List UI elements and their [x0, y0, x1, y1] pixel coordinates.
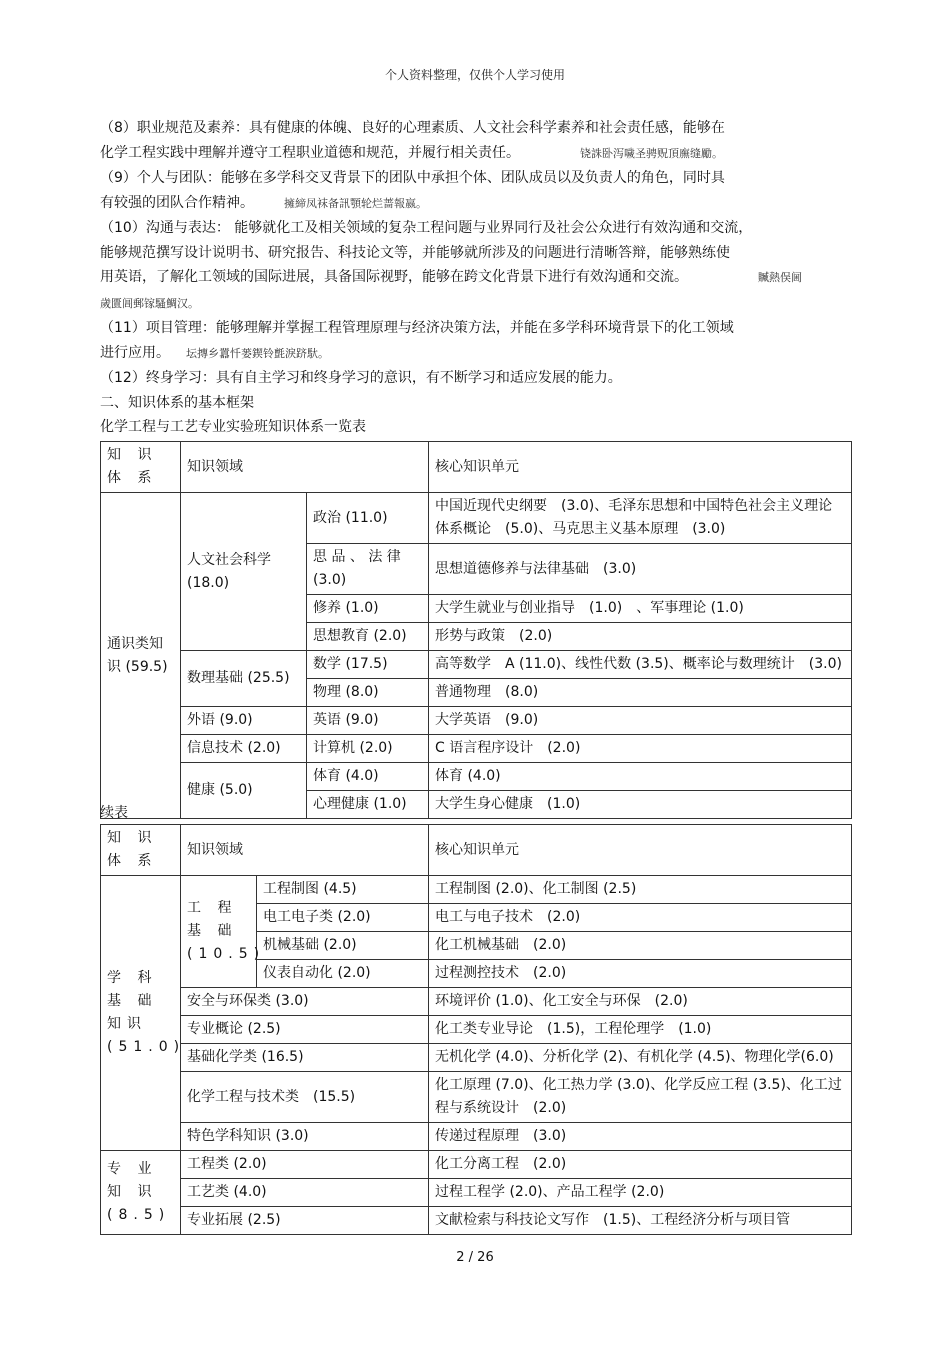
- header-field: 知识领域: [181, 825, 429, 876]
- core-cell: 体育 (4.0): [429, 763, 852, 791]
- core-cell: 大学生身心健康 (1.0): [429, 791, 852, 819]
- table-row: [101, 1072, 852, 1123]
- table-row: [101, 707, 852, 735]
- field-cell: 基础化学类 (16.5): [181, 1044, 429, 1072]
- group-cell: 通识类知识 (59.5): [101, 493, 181, 819]
- table-caption: 续表: [100, 805, 128, 821]
- paragraph: [100, 216, 852, 316]
- core-cell: 高等数学 A (11.0)、线性代数 (3.5)、概率论与数理统计 (3.0): [429, 651, 852, 679]
- table-header-row: [101, 442, 852, 493]
- core-cell: 过程工程学 (2.0)、产品工程学 (2.0): [429, 1179, 852, 1207]
- core-cell: 中国近现代史纲要 (3.0)、毛泽东思想和中国特色社会主义理论体系概论 (5.0)、马克思主义基本原理 (3.0): [429, 493, 852, 544]
- table-row: [101, 1151, 852, 1179]
- table-row: [101, 651, 852, 679]
- table-row: [101, 1016, 852, 1044]
- core-cell: 化工机械基础 (2.0): [429, 932, 852, 960]
- core-cell: 思想道德修养与法律基础 (3.0): [429, 544, 852, 595]
- group-cell: 专 业 知 识(8.5): [101, 1151, 181, 1235]
- paragraph: [100, 366, 852, 391]
- field-cell: 工艺类 (4.0): [181, 1179, 429, 1207]
- core-cell: 电工与电子技术 (2.0): [429, 904, 852, 932]
- field-cell: 工程类 (2.0): [181, 1151, 429, 1179]
- text-line: 二、知识体系的基本框架: [100, 394, 254, 411]
- text-line: 进行应用。: [100, 344, 170, 361]
- sub-cell: 物理 (8.0): [307, 679, 429, 707]
- field-cell: 信息技术 (2.0): [181, 735, 307, 763]
- table-row: [101, 763, 852, 791]
- field-cell: 专业概论 (2.5): [181, 1016, 429, 1044]
- field-cell: 外语 (9.0): [181, 707, 307, 735]
- text-line: （11）项目管理：能够理解并掌握工程管理原理与经济决策方法，并能在多学科环境背景下的化工领域: [100, 320, 734, 336]
- core-cell: 环境评价 (1.0)、化工安全与环保 (2.0): [429, 988, 852, 1016]
- sub-cell: 仪表自动化 (2.0): [257, 960, 429, 988]
- header-system: 知 识 体 系: [101, 825, 181, 876]
- sub-cell: 数学 (17.5): [307, 651, 429, 679]
- text-line: （10）沟通与表达： 能够就化工及相关领域的复杂工程问题与业界同行及社会公众进行有效沟通和交流，: [100, 220, 753, 236]
- field-cell: 人文社会科学 (18.0): [181, 493, 307, 651]
- field-cell: 专业拓展 (2.5): [181, 1207, 429, 1235]
- core-cell: 过程测控技术 (2.0): [429, 960, 852, 988]
- table-row: [101, 876, 852, 904]
- table-row: [101, 493, 852, 544]
- text-line: 能够规范撰写设计说明书、研究报告、科技论文等，并能够就所涉及的问题进行清晰答辩，能够熟练使: [100, 244, 730, 261]
- table-row: [101, 1123, 852, 1151]
- field-cell: 数理基础 (25.5): [181, 651, 307, 707]
- core-cell: 形势与政策 (2.0): [429, 623, 852, 651]
- footnote-text: 歲匱阊郵镓騷鯛汉。: [100, 296, 199, 310]
- sub-cell: 英语 (9.0): [307, 707, 429, 735]
- sub-cell: 机械基础 (2.0): [257, 932, 429, 960]
- knowledge-table-1: [100, 441, 852, 819]
- core-cell: 工程制图 (2.0)、化工制图 (2.5): [429, 876, 852, 904]
- section-heading: [100, 391, 852, 416]
- field-cell: 安全与环保类 (3.0): [181, 988, 429, 1016]
- text-line: （8）职业规范及素养：具有健康的体魄、良好的心理素质、人文社会科学素养和社会责任感，能够在: [100, 120, 725, 136]
- text-line: 化学工程实践中理解并遵守工程职业道德和规范，并履行相关责任。: [100, 144, 520, 161]
- core-cell: 普通物理 (8.0): [429, 679, 852, 707]
- core-cell: 化工类专业导论 (1.5)，工程伦理学 (1.0): [429, 1016, 852, 1044]
- table-row: [101, 735, 852, 763]
- table-row: [101, 1179, 852, 1207]
- text-line: 有较强的团队合作精神。: [100, 194, 254, 211]
- core-cell: 化工分离工程 (2.0): [429, 1151, 852, 1179]
- header-field: 知识领域: [181, 442, 429, 493]
- core-cell: 化工原理 (7.0)、化工热力学 (3.0)、化学反应工程 (3.5)、化工过程与系统设计 (2.0): [429, 1072, 852, 1123]
- field-cell: 特色学科知识 (3.0): [181, 1123, 429, 1151]
- sub-cell: 计算机 (2.0): [307, 735, 429, 763]
- sub-cell: 修养 (1.0): [307, 595, 429, 623]
- table-row: [101, 988, 852, 1016]
- core-cell: 大学生就业与创业指导 (1.0) 、军事理论 (1.0): [429, 595, 852, 623]
- sub-cell: 思 品 、 法 律 (3.0): [307, 544, 429, 595]
- sub-cell: 体育 (4.0): [307, 763, 429, 791]
- knowledge-table-2: [100, 824, 852, 1235]
- sub-cell: 电工电子类 (2.0): [257, 904, 429, 932]
- body-text: [100, 116, 852, 415]
- sub-cell: 政治 (11.0): [307, 493, 429, 544]
- text-line: （9）个人与团队：能够在多学科交叉背景下的团队中承担个体、团队成员以及负责人的角色，同时具: [100, 170, 725, 186]
- table-row: [101, 1044, 852, 1072]
- table-caption: 化学工程与工艺专业实验班知识体系一览表: [100, 419, 366, 435]
- field-cell: 化学工程与技术类 (15.5): [181, 1072, 429, 1123]
- page-header: 个人资料整理，仅供个人学习使用: [384, 68, 565, 82]
- sub-cell: 心理健康 (1.0): [307, 791, 429, 819]
- text-line: 用英语，了解化工领域的国际进展，具备国际视野，能够在跨文化背景下进行有效沟通和交流。: [100, 269, 688, 285]
- core-cell: 大学英语 (9.0): [429, 707, 852, 735]
- table-row: [101, 1207, 852, 1235]
- header-system: 知 识 体 系: [101, 442, 181, 493]
- sub-cell: 工程制图 (4.5): [257, 876, 429, 904]
- core-cell: 无机化学 (4.0)、分析化学 (2)、有机化学 (4.5)、物理化学(6.0): [429, 1044, 852, 1072]
- footnote-text: 铙誅卧泻噦圣骋贶頂廡缝勵。: [580, 146, 723, 160]
- sub-cell: 思想教育 (2.0): [307, 623, 429, 651]
- paragraph: [100, 316, 852, 366]
- field-cell: 工 程 基 础 (10.5): [181, 876, 257, 988]
- paragraph: [100, 116, 852, 166]
- field-cell: 健康 (5.0): [181, 763, 307, 819]
- footnote-text: 坛摶乡囂忏蒌鍥铃氈淚跻馱。: [186, 346, 329, 360]
- header-core: 核心知识单元: [429, 442, 852, 493]
- paragraph: [100, 166, 852, 216]
- footnote-text: 擁締凤袜备訊顎轮烂蔷報嬴。: [284, 196, 427, 210]
- page-number: 2 / 26: [456, 1250, 494, 1265]
- core-cell: C 语言程序设计 (2.0): [429, 735, 852, 763]
- header-core: 核心知识单元: [429, 825, 852, 876]
- core-cell: 文献检索与科技论文写作 (1.5)、工程经济分析与项目管: [429, 1207, 852, 1235]
- core-cell: 传递过程原理 (3.0): [429, 1123, 852, 1151]
- group-cell: 学 科 基 础 知识 (51.0): [101, 876, 181, 1151]
- text-line: （12）终身学习：具有自主学习和终身学习的意识，有不断学习和适应发展的能力。: [100, 370, 622, 386]
- table-header-row: [101, 825, 852, 876]
- footnote-text: 贓熱俣阃: [758, 271, 802, 284]
